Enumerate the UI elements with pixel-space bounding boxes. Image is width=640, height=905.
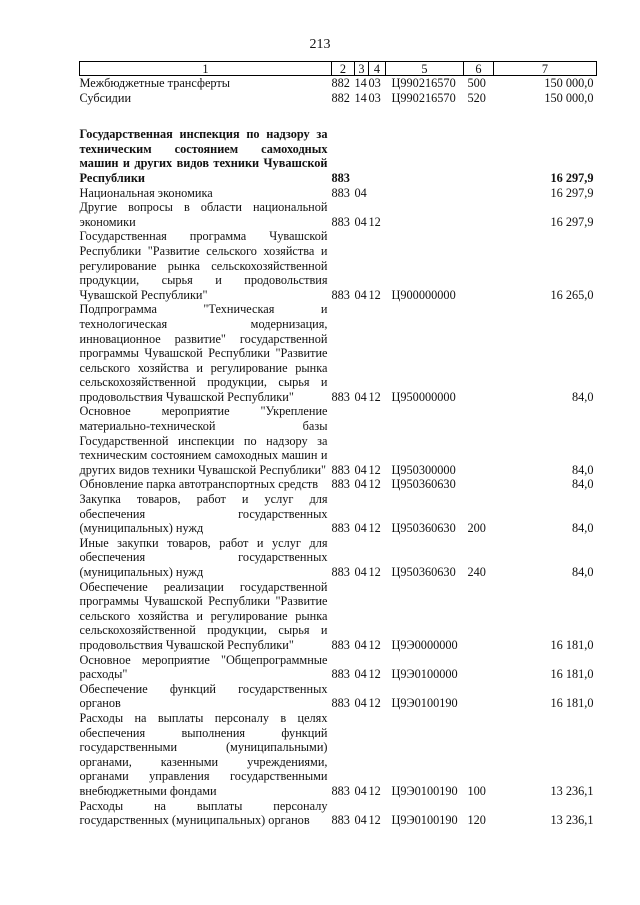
row-amount: 16 297,9 <box>550 170 594 185</box>
row-subsection-code <box>369 127 386 185</box>
table-row <box>80 302 597 404</box>
table-row <box>80 91 597 106</box>
row-target-item <box>386 186 464 201</box>
row-section-code: 04 <box>354 185 367 200</box>
row-expense-type: 500 <box>467 76 486 90</box>
row-subsection-code: 12 <box>368 287 381 302</box>
row-name: Подпрограмма "Техническая и технологическая модернизация, инновационное развитие" государственной программы Чувашской Республики "Развитие сельского хозяйства и регулирование рынка сельскохозяйственной продукции, сырья и продовольствия Чувашской Республики" <box>79 302 328 404</box>
row-dept-code: 883 <box>331 813 350 828</box>
row-subsection-code <box>369 105 386 127</box>
row-name: Расходы на выплаты персоналу государственных (муниципальных) органов <box>79 798 328 828</box>
row-target-item: Ц990216570 <box>391 90 456 105</box>
table-row <box>80 653 597 682</box>
row-dept-code: 883 <box>331 477 350 492</box>
row-section-code: 04 <box>354 389 367 404</box>
row-expense-type <box>464 105 494 127</box>
row-amount: 16 265,0 <box>550 287 594 302</box>
table-body <box>80 76 597 828</box>
table-row <box>80 186 597 201</box>
header-col-1: 1 <box>80 62 332 76</box>
row-target-item: Ц950360630 <box>391 565 456 579</box>
row-name: Основное мероприятие "Укрепление материально-технической базы Государственной инспекции по надзору за техническим состоянием самоходных машин и других видов техники Чувашской Республики" <box>79 404 328 477</box>
row-amount: 16 181,0 <box>550 637 594 652</box>
table-row <box>80 580 597 653</box>
row-amount: 84,0 <box>571 389 594 404</box>
row-name: Закупка товаров, работ и услуг для обеспечения государственных (муниципальных) нужд <box>79 492 328 536</box>
row-dept-code: 883 <box>331 214 350 229</box>
header-col-2: 2 <box>332 62 355 76</box>
row-name: Основное мероприятие "Общепрограммные расходы" <box>79 652 328 682</box>
header-col-4: 4 <box>369 62 386 76</box>
row-target-item <box>386 105 464 127</box>
row-section-code: 04 <box>354 565 367 579</box>
row-name <box>80 105 332 127</box>
budget-table <box>79 61 597 828</box>
row-expense-type: 200 <box>467 521 486 536</box>
row-dept-code: 883 <box>331 185 350 200</box>
row-expense-type <box>464 186 494 201</box>
row-expense-type <box>464 127 494 185</box>
row-section-code: 14 <box>354 90 367 105</box>
row-section-code: 04 <box>354 287 367 302</box>
row-amount: 16 181,0 <box>550 696 594 711</box>
row-amount: 13 236,1 <box>550 813 594 828</box>
row-amount: 84,0 <box>571 477 594 492</box>
row-subsection-code: 12 <box>368 637 381 652</box>
row-expense-type: 100 <box>467 783 486 798</box>
row-dept-code: 883 <box>331 389 350 404</box>
row-target-item: Ц9Э0100190 <box>391 696 458 711</box>
row-subsection-code: 12 <box>368 813 381 828</box>
row-amount: 16 181,0 <box>550 667 594 682</box>
row-name: Другие вопросы в области национальной экономики <box>79 200 328 229</box>
table-row <box>80 536 597 580</box>
header-col-5: 5 <box>386 62 464 76</box>
row-dept-code: 883 <box>331 667 350 682</box>
row-dept-code: 882 <box>331 76 350 90</box>
row-section-code: 04 <box>354 783 367 798</box>
row-amount: 16 297,9 <box>550 185 594 200</box>
row-subsection-code: 12 <box>368 783 381 798</box>
row-subsection-code: 12 <box>368 565 381 579</box>
row-expense-type <box>464 404 494 477</box>
row-amount: 16 297,9 <box>550 214 594 229</box>
row-subsection-code: 03 <box>368 76 381 90</box>
row-target-item: Ц950360630 <box>391 477 456 492</box>
row-subsection-code: 12 <box>368 696 381 711</box>
table-row <box>80 711 597 799</box>
row-target-item: Ц950300000 <box>391 462 456 477</box>
row-name: Государственная программа Чувашской Республики "Развитие сельского хозяйства и регулирование рынка сельскохозяйственной продукции, сырья и продовольствия Чувашской Республики" <box>79 229 328 302</box>
row-target-item: Ц950360630 <box>391 521 456 536</box>
row-section-code: 04 <box>354 477 367 492</box>
table-row <box>80 229 597 302</box>
table-row <box>80 492 597 536</box>
row-expense-type <box>464 682 494 711</box>
row-subsection-code: 03 <box>368 90 381 105</box>
row-target-item <box>386 200 464 229</box>
page-number: 213 <box>309 37 331 52</box>
row-subsection-code: 12 <box>368 389 381 404</box>
row-target-item <box>386 127 464 185</box>
row-name: Национальная экономика <box>79 185 213 200</box>
table-row <box>80 799 597 828</box>
row-name: Обеспечение функций государственных органов <box>79 681 328 711</box>
row-subsection-code: 12 <box>368 462 381 477</box>
row-expense-type <box>464 580 494 653</box>
row-target-item: Ц9Э0100190 <box>391 783 458 798</box>
row-expense-type: 240 <box>467 565 486 579</box>
row-subsection-code: 12 <box>368 214 381 229</box>
row-subsection-code: 12 <box>368 667 381 682</box>
row-target-item: Ц950000000 <box>391 389 456 404</box>
row-name: Иные закупки товаров, работ и услуг для обеспечения государственных (муниципальных) нужд <box>79 535 328 579</box>
row-section-code: 04 <box>354 462 367 477</box>
row-expense-type <box>464 302 494 404</box>
row-section-code: 14 <box>354 76 367 90</box>
row-expense-type <box>464 653 494 682</box>
row-amount: 84,0 <box>571 565 594 579</box>
row-dept-code: 883 <box>331 462 350 477</box>
row-section-code: 04 <box>354 637 367 652</box>
row-dept-code: 883 <box>331 696 350 711</box>
row-section-code: 04 <box>354 214 367 229</box>
row-amount: 13 236,1 <box>550 783 594 798</box>
row-dept-code: 883 <box>331 287 350 302</box>
header-col-6: 6 <box>464 62 494 76</box>
spacer-row <box>80 105 597 127</box>
row-target-item: Ц9Э0100190 <box>391 813 458 828</box>
row-subsection-code <box>369 186 386 201</box>
row-section-code: 04 <box>354 521 367 536</box>
row-dept-code <box>332 105 355 127</box>
row-dept-code: 883 <box>331 170 350 185</box>
row-section-code <box>355 127 369 185</box>
row-dept-code: 883 <box>331 565 350 579</box>
table-row <box>80 127 597 185</box>
row-target-item: Ц900000000 <box>391 287 456 302</box>
row-name: Расходы на выплаты персоналу в целях обеспечения выполнения функций государственными (муниципальными) органами, казенными учреждениями, органами управления государственными внебюджетными фондами <box>79 710 328 798</box>
header-col-7: 7 <box>494 62 597 76</box>
row-subsection-code: 12 <box>368 521 381 536</box>
row-dept-code: 883 <box>331 637 350 652</box>
row-expense-type <box>464 200 494 229</box>
row-amount: 150 000,0 <box>544 90 594 105</box>
row-dept-code: 883 <box>331 521 350 536</box>
header-col-3: 3 <box>355 62 369 76</box>
row-subsection-code: 12 <box>368 477 381 492</box>
row-dept-code: 883 <box>331 783 350 798</box>
table-row <box>80 76 597 91</box>
row-section-code: 04 <box>354 813 367 828</box>
table-row <box>80 404 597 477</box>
row-name: Государственная инспекция по надзору за техническим состоянием самоходных машин и других видов техники Чувашской Республики <box>79 127 328 185</box>
row-expense-type <box>464 477 494 492</box>
table-row <box>80 477 597 492</box>
row-target-item: Ц990216570 <box>391 76 456 90</box>
row-section-code: 04 <box>354 696 367 711</box>
row-amount: 150 000,0 <box>544 76 594 90</box>
table-header-row <box>80 62 597 76</box>
row-section-code: 04 <box>354 667 367 682</box>
row-expense-type: 520 <box>467 90 486 105</box>
row-expense-type: 120 <box>467 813 486 828</box>
row-expense-type <box>464 229 494 302</box>
row-target-item: Ц9Э0000000 <box>391 637 458 652</box>
table-row <box>80 682 597 711</box>
row-amount: 84,0 <box>571 521 594 536</box>
row-target-item: Ц9Э0100000 <box>391 667 458 682</box>
row-section-code <box>355 105 369 127</box>
row-name: Межбюджетные трансферты <box>79 76 231 90</box>
row-name: Субсидии <box>79 90 132 105</box>
row-name: Обновление парка автотранспортных средств <box>79 477 319 492</box>
row-amount: 84,0 <box>571 462 594 477</box>
table-row <box>80 200 597 229</box>
row-dept-code: 882 <box>331 90 350 105</box>
row-amount <box>494 105 597 127</box>
row-name: Обеспечение реализации государственной программы Чувашской Республики "Развитие сельского хозяйства и регулирование рынка сельскохозяйственной продукции, сырья и продовольствия Чувашской Республики" <box>79 579 328 652</box>
